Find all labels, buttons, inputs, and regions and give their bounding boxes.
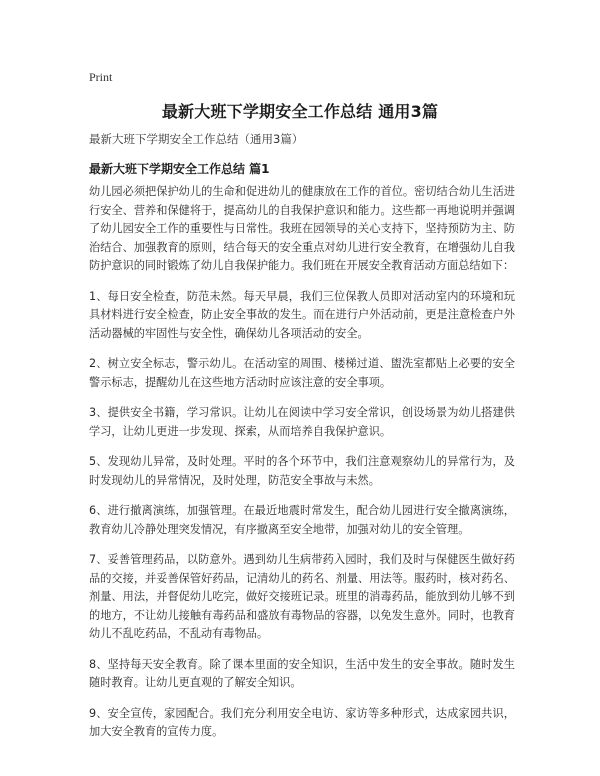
paragraph-item-9: 9、安全宣传，家园配合。我们充分利用安全电访、家访等多种形式，达成家园共识，加大安全教育的宣传力度。 xyxy=(89,706,515,738)
paragraph-item-8: 8、坚持每天安全教育。除了课本里面的安全知识，生活中发生的安全事故。随时发生随时教育。让幼儿更直观的了解安全知识。 xyxy=(89,657,515,689)
paragraph-item-2: 2、树立安全标志，警示幼儿。在活动室的周围、楼梯过道、盥洗室都贴上必要的安全警示标志，提醒幼儿在这些地方活动时应该注意的安全事项。 xyxy=(89,357,515,389)
paragraph-item-1: 1、每日安全检查，防范未然。每天早晨，我们三位保教人员即对活动室内的环境和玩具材料进行安全检查，防止安全事故的发生。而在进行户外活动前，更是注意检查户外活动器械的牢固性与安全性，确保幼儿各项活动的安全。 xyxy=(89,289,515,340)
document-subtitle: 最新大班下学期安全工作总结（通用3篇） xyxy=(89,132,304,146)
print-label[interactable]: Print xyxy=(89,70,113,84)
paragraph-item-5: 5、发现幼儿异常，及时处理。平时的各个环节中，我们注意观察幼儿的异常行为，及时发现幼儿的异常情况，及时处理，防范安全事故与未然。 xyxy=(89,455,515,487)
paragraph-intro: 幼儿园必须把保护幼儿的生命和促进幼儿的健康放在工作的首位。密切结合幼儿生活进行安全、营养和保健将于，提高幼儿的自我保护意识和能力。这些都一再地说明并强调了幼儿园安全工作的重要性与日常性。我班在园领导的关心支持下，坚持预防为主、防治结合、加强教育的原则，结合每天的安全重点对幼儿进行安全教育，在增强幼儿自我防护意识的同时锻炼了幼儿自我保护能力。我们班在开展安全教育活动方面总结如下： xyxy=(89,185,515,272)
section-heading: 最新大班下学期安全工作总结 篇1 xyxy=(89,162,270,176)
document-body xyxy=(89,183,515,754)
paragraph-item-3: 3、提供安全书籍，学习常识。让幼儿在阅读中学习安全常识，创设场景为幼儿搭建供学习，让幼儿更进一步发现、探索，从而培养自我保护意识。 xyxy=(89,406,515,438)
document-title: 最新大班下学期安全工作总结 通用3篇 xyxy=(161,102,439,121)
paragraph-item-6: 6、进行撤离演练，加强管理。在最近地震时常发生，配合幼儿园进行安全撤离演练，教育幼儿冷静处理突发情况，有序撤离至安全地带，加强对幼儿的安全管理。 xyxy=(89,504,515,536)
paragraph-item-7: 7、妥善管理药品，以防意外。遇到幼儿生病带药入园时，我们及时与保健医生做好药品的交接，并妥善保管好药品，记清幼儿的药名、剂量、用法等。服药时，核对药名、剂量、用法，并督促幼儿吃完，做好交接班记录。班里的消毒药品，能放到幼儿够不到的地方，不让幼儿接触有毒药品和盛放有毒物品的容器，以免发生意外。同时，也教育幼儿不乱吃药品，不乱动有毒物品。 xyxy=(89,553,515,640)
